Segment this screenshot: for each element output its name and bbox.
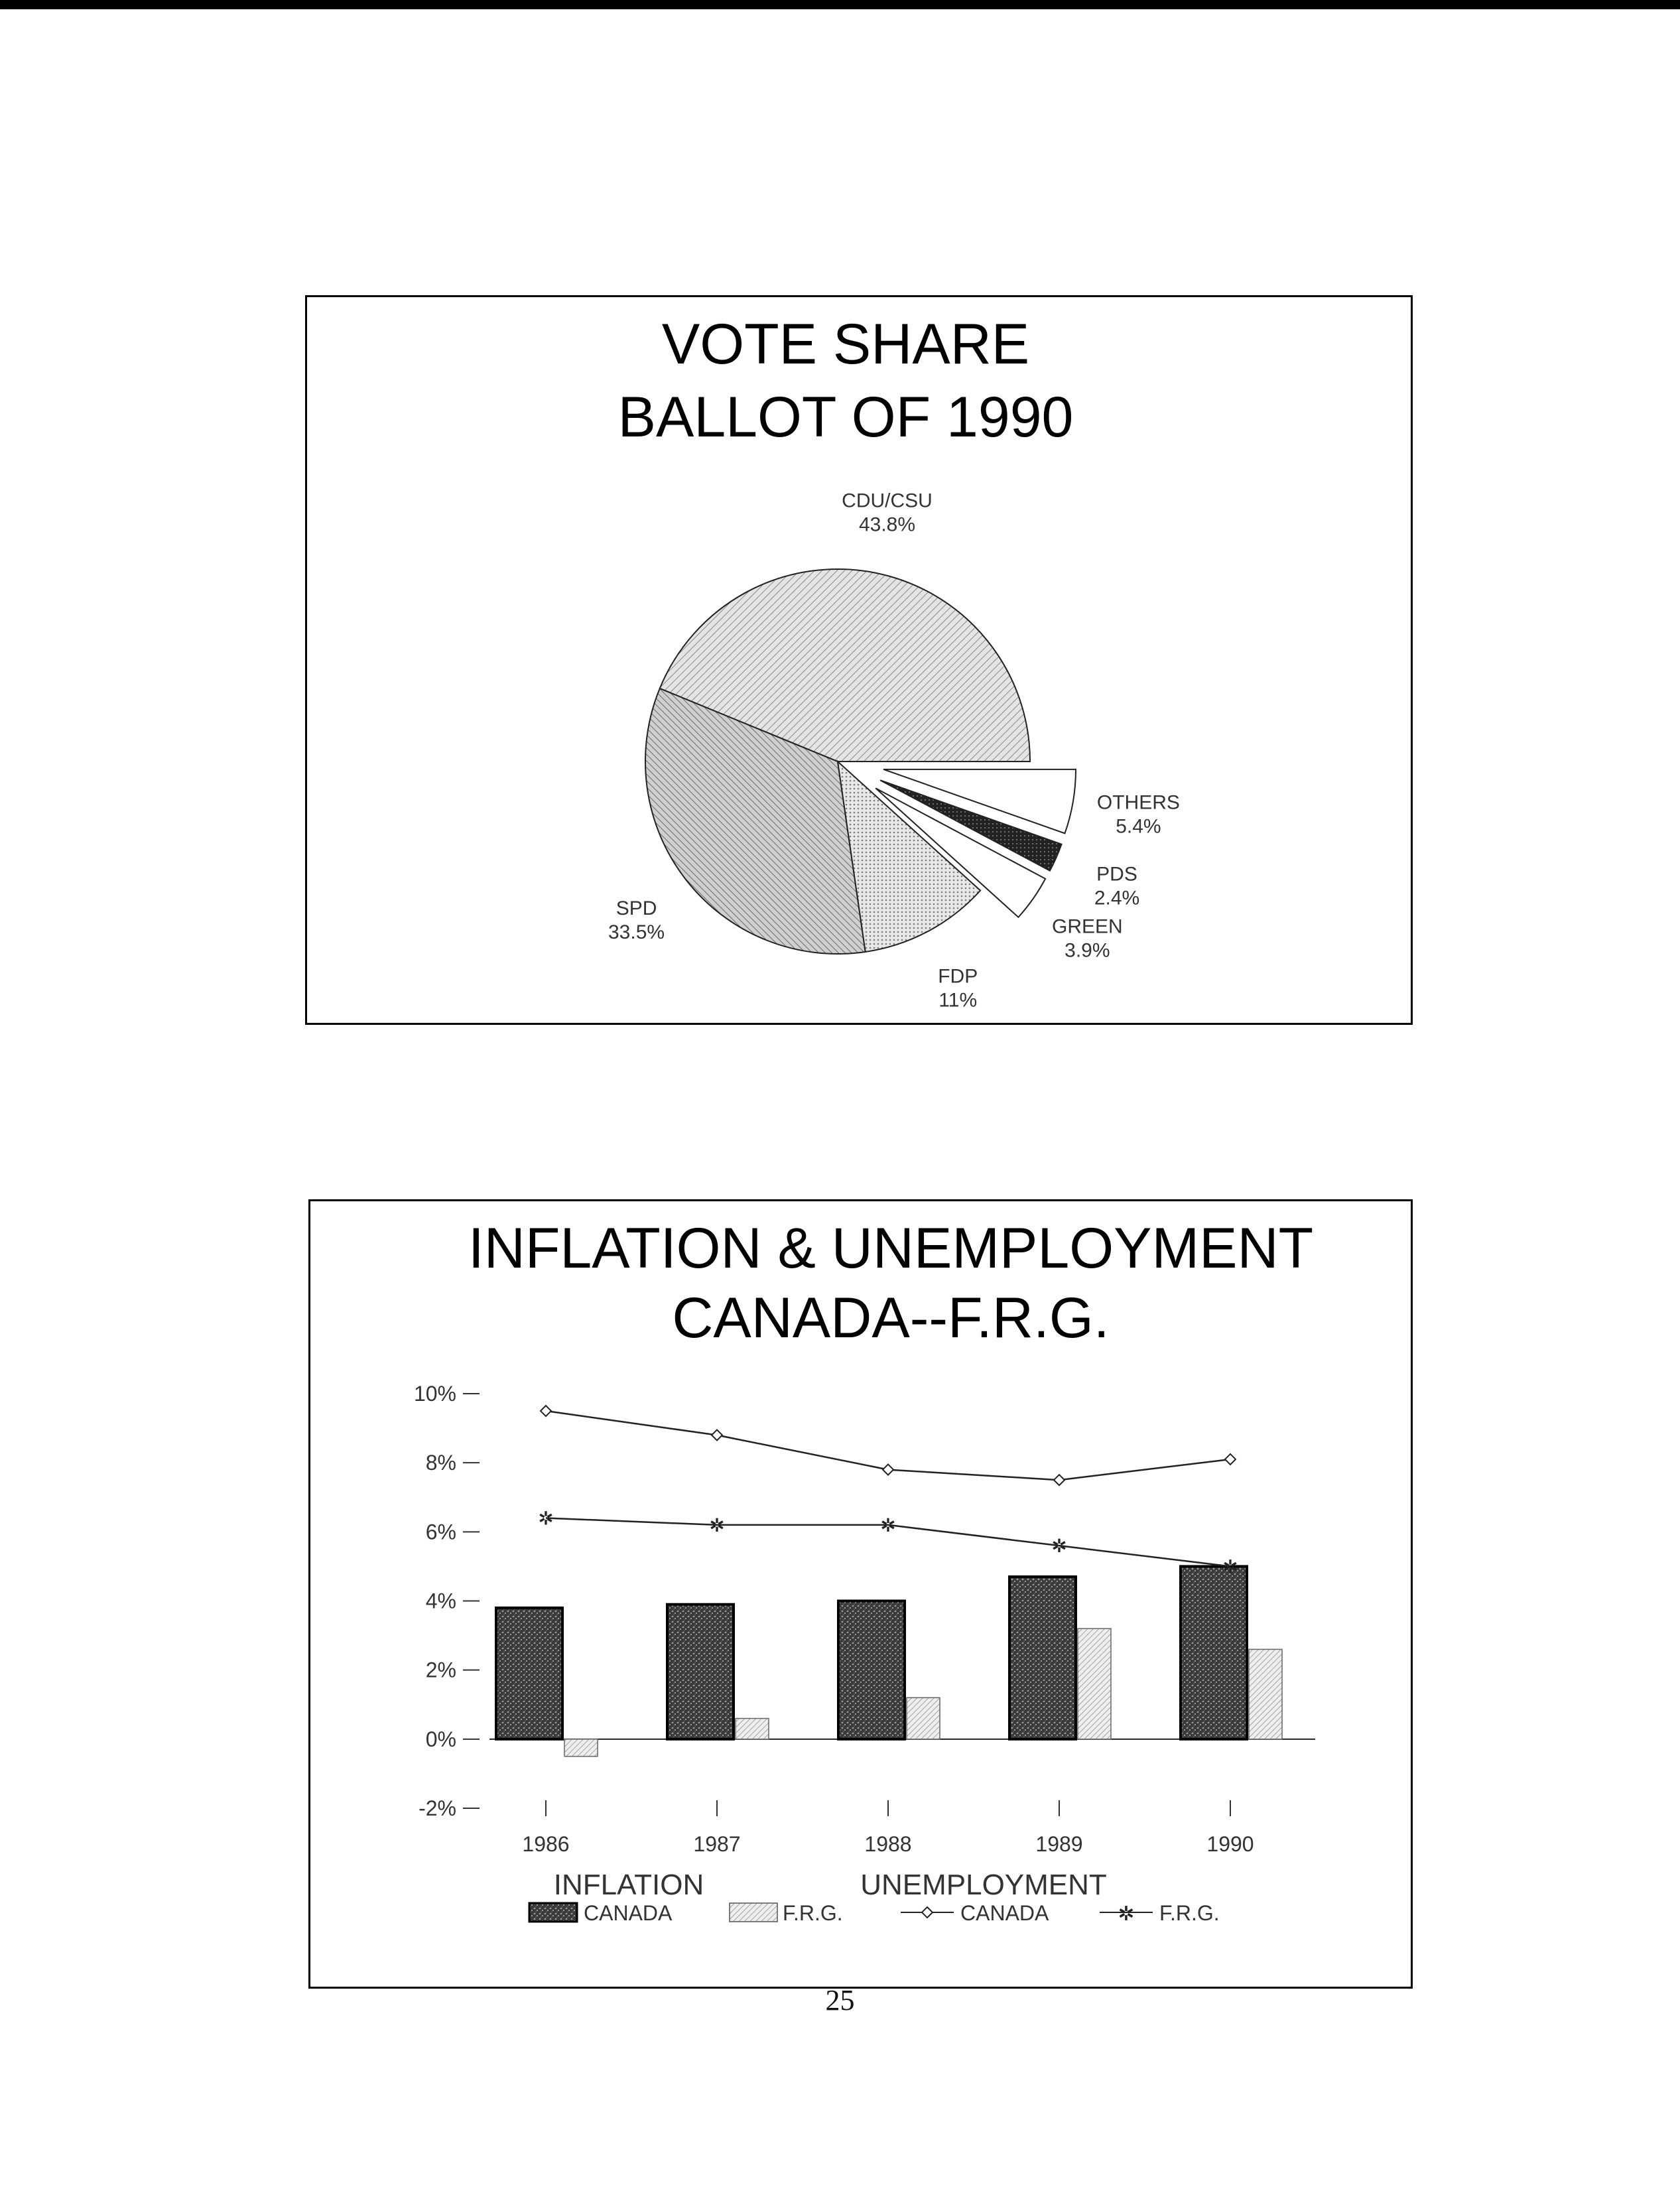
legend-label-unemployment-canada: CANADA <box>960 1901 1049 1925</box>
bar-inflation-frg <box>564 1739 598 1756</box>
bar-inflation-frg <box>1078 1628 1111 1739</box>
legend-label-unemployment-frg: F.R.G. <box>1159 1901 1220 1925</box>
pie-value-fdp: 11% <box>938 989 978 1012</box>
y-tick-label: 4% <box>425 1589 456 1613</box>
x-tick-label: 1990 <box>1206 1832 1254 1856</box>
pie-value-green: 3.9% <box>1065 939 1110 962</box>
pie-label-cdu-csu: CDU/CSU <box>842 490 933 512</box>
point-unemployment-frg: ✲ <box>880 1514 896 1536</box>
point-unemployment-frg: ✲ <box>709 1514 725 1536</box>
y-tick-label: 2% <box>425 1658 456 1682</box>
legend-group-unemployment: UNEMPLOYMENT <box>860 1869 1107 1901</box>
inflation-unemployment-chart <box>310 1201 1411 1987</box>
legend-swatch-inflation-canada <box>529 1903 577 1922</box>
bar-chart-subtitle: CANADA--F.R.G. <box>672 1286 1110 1350</box>
x-tick-label: 1989 <box>1035 1832 1083 1856</box>
unemployment-lines <box>538 1406 1238 1577</box>
point-unemployment-frg: ✲ <box>1051 1536 1067 1557</box>
bar-inflation-canada <box>667 1605 734 1739</box>
point-unemployment-canada <box>1225 1454 1236 1465</box>
point-unemployment-canada <box>712 1430 722 1441</box>
bar-inflation-frg <box>736 1719 769 1739</box>
x-axis <box>522 1800 1254 1856</box>
x-tick-label: 1987 <box>693 1832 741 1856</box>
bar-inflation-canada <box>1009 1577 1076 1739</box>
pie-label-spd: SPD <box>615 897 657 919</box>
y-tick-label: 10% <box>413 1382 456 1406</box>
legend-label-inflation-frg: F.R.G. <box>783 1901 843 1925</box>
pie-label-others: OTHERS <box>1096 791 1180 814</box>
inflation-unemployment-chart-panel <box>308 1199 1413 1989</box>
pie-subtitle: BALLOT OF 1990 <box>617 385 1074 449</box>
legend-marker-diamond <box>922 1907 933 1918</box>
y-tick-label: -2% <box>419 1796 456 1820</box>
bar-inflation-canada <box>496 1608 562 1739</box>
bar-chart-title: INFLATION & UNEMPLOYMENT <box>468 1217 1314 1280</box>
bar-inflation-canada <box>1181 1566 1247 1739</box>
vote-share-pie-chart <box>307 297 1411 1023</box>
y-tick-label: 6% <box>425 1520 456 1544</box>
pie-value-pds: 2.4% <box>1094 887 1140 909</box>
point-unemployment-frg: ✲ <box>1222 1556 1238 1577</box>
pie-label-fdp: FDP <box>938 965 978 988</box>
pie-label-green: GREEN <box>1052 915 1123 938</box>
bar-inflation-frg <box>907 1697 940 1739</box>
y-tick-label: 0% <box>425 1727 456 1751</box>
bars <box>496 1566 1282 1756</box>
pie-value-spd: 33.5% <box>608 921 665 943</box>
bar-inflation-canada <box>838 1601 905 1739</box>
legend-label-inflation-canada: CANADA <box>584 1901 673 1925</box>
pie-value-others: 5.4% <box>1116 815 1161 838</box>
pie-title: VOTE SHARE <box>661 312 1030 376</box>
legend-marker-star: ✲ <box>1118 1903 1135 1925</box>
point-unemployment-canada <box>1054 1475 1065 1485</box>
point-unemployment-canada <box>541 1406 551 1416</box>
legend-swatch-inflation-frg <box>730 1903 777 1922</box>
point-unemployment-frg: ✲ <box>538 1508 554 1529</box>
page-number: 25 <box>825 1984 855 2017</box>
legend-group-inflation: INFLATION <box>553 1869 704 1901</box>
pie-label-pds: PDS <box>1096 863 1137 886</box>
top-scan-edge <box>0 0 1680 9</box>
x-tick-label: 1988 <box>864 1832 912 1856</box>
point-unemployment-canada <box>883 1465 893 1475</box>
y-tick-label: 8% <box>425 1451 456 1475</box>
pie-value-cdu-csu: 43.8% <box>858 513 916 536</box>
legend <box>529 1869 1220 1925</box>
bar-inflation-frg <box>1249 1649 1282 1739</box>
pie-slices <box>645 569 1076 954</box>
x-tick-label: 1986 <box>522 1832 570 1856</box>
vote-share-chart-panel <box>305 295 1413 1025</box>
